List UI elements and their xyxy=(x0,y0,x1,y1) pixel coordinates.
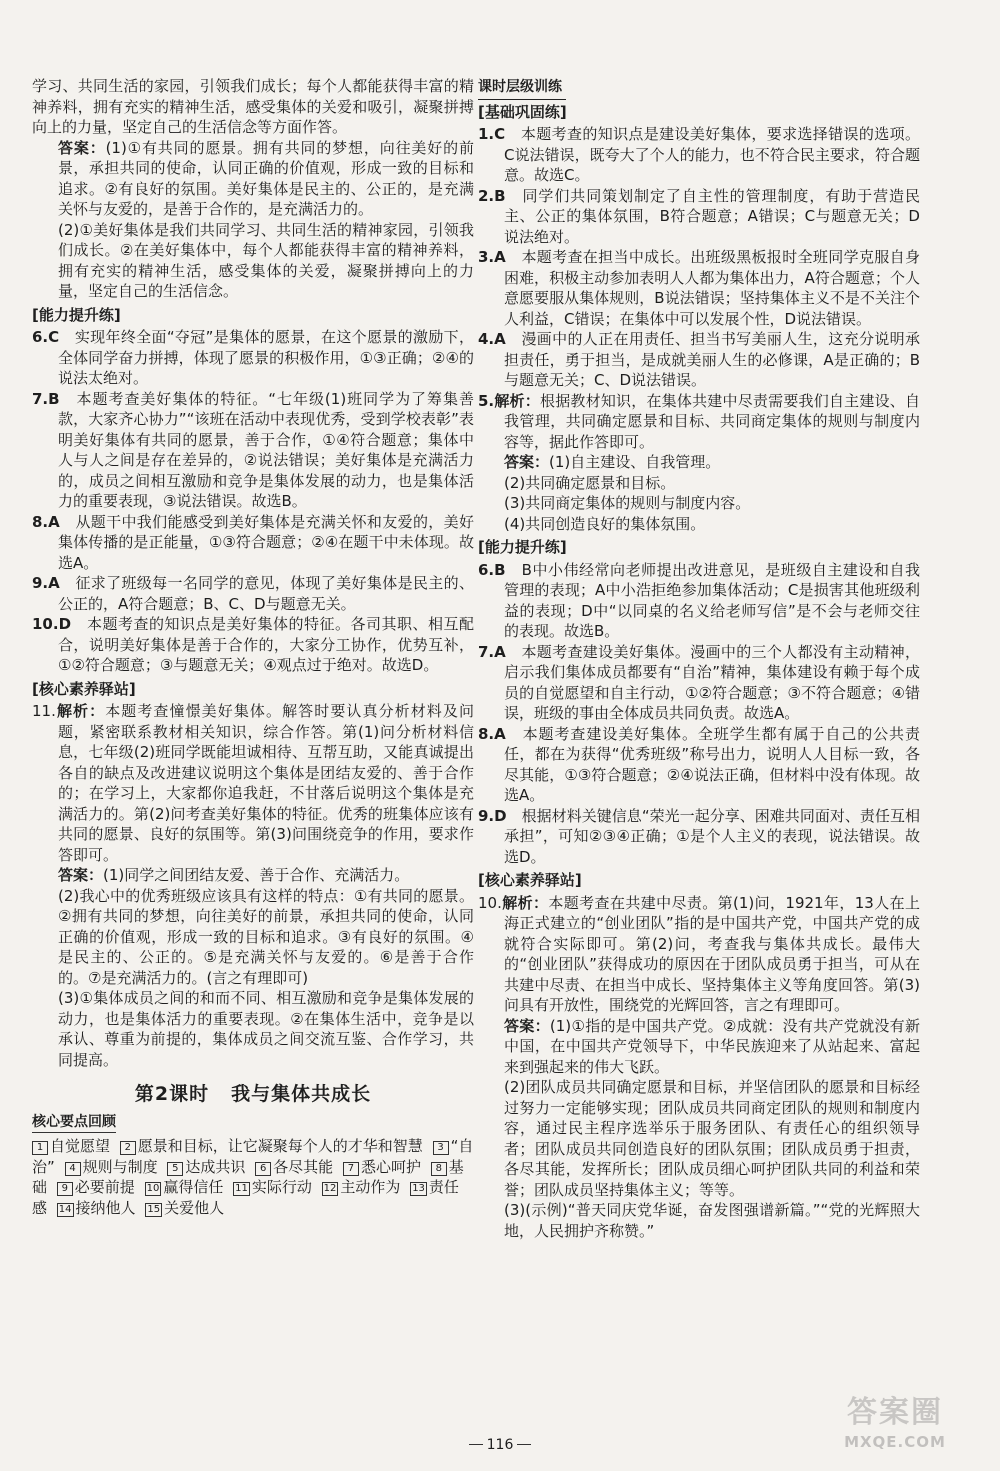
review-list xyxy=(32,1136,474,1218)
review-item-text: 关爱他人 xyxy=(164,1198,225,1217)
review-item-text: 愿景和目标，让它凝聚每个人的才华和智慧 xyxy=(137,1137,423,1155)
review-item-text: 悉心呵护 xyxy=(360,1157,421,1176)
review-item-text: 接纳他人 xyxy=(75,1198,136,1217)
question-number: 9.D xyxy=(478,806,507,825)
review-item-text: 规则与制度 xyxy=(82,1157,158,1176)
review-item-number: 3 xyxy=(433,1141,449,1155)
question-text: 根据材料关键信息“荣光一起分享、困难共同面对、责任互相承担”，可知②③④正确；①是个人主义的表现，说法错误。故选D。 xyxy=(504,806,920,866)
question-number: 10. xyxy=(478,893,502,912)
question-6 xyxy=(32,327,474,389)
lesson-name: 我与集体共成长 xyxy=(231,1083,372,1105)
intro-continuation: 学习、共同生活的家园，引领我们成长；每个人都能获得丰富的精神养料，拥有充实的精神生活，感受集体的关爱和吸引，凝聚拼搏向上的力量，坚定自己的生活信念等方面作答。 xyxy=(32,77,474,136)
answer-11-part-2: (2)我心中的优秀班级应该具有这样的特点：①有共同的愿景。②拥有共同的梦想，向往美好的前景，承担共同的使命，认同正确的价值观，形成一致的目标和追求。③有良好的氛围。④是民主的、公正的。⑤是充满关怀与友爱的。⑥是善于合作的。⑦是充满活力的。(言之有理即可) xyxy=(58,886,474,987)
question-text: 本题考查建设美好集体。全班学生都有属于自己的公共责任，都在为获得“优秀班级”称号出力，说明人人目标一致，各尽其能，①③符合题意；②④说法正确，但材料中没有体现。故选A。 xyxy=(504,724,920,804)
question-text: 漫画中的人正在用责任、担当书写美丽人生，这充分说明承担责任，勇于担当，是成就美丽人生的必修课，A是正确的；B与题意无关；C、D说法错误。 xyxy=(504,330,920,389)
question-text: 本题考查建设美好集体。漫画中的三个人都没有主动精神，启示我们集体成员都要有“自治”精神，集体建设有赖于每个成员的自觉愿望和自主行动，①②符合题意；③不符合题意；④错误，班级的事由全体成员共同负责。故选A。 xyxy=(504,642,920,722)
review-items xyxy=(32,1136,474,1218)
answer-part-1: (1)①有共同的愿景。拥有共同的梦想，向往美好的前景，承担共同的使命，认同正确的价值观，形成一致的目标和追求。②有良好的氛围。美好集体是民主的、公正的，是充满关怀与友爱的，是善于合作的，是充满活力的。 xyxy=(58,138,474,218)
review-item-text: 达成共识 xyxy=(185,1157,246,1176)
review-item xyxy=(167,1158,245,1176)
answer-r5-part-4: (4)共同创造良好的集体氛围。 xyxy=(504,514,706,533)
answer-r10-part-2: (2)团队成员共同确定愿景和目标，并坚信团队的愿景和目标经过努力一定能够实现；团队成员共同商定团队的规则和制度内容，通过民主程序选举乐于服务团队、有责任心的组织领导者；团队成员共同创造良好的团队氛围；团队成员勇于担责，各尽其能，发挥所长；团队成员细心呵护团队共同的利益和荣誉；团队成员坚持集体主义；等等。 xyxy=(504,1078,920,1199)
question-r6 xyxy=(478,560,920,642)
answer-r10-part-1: (1)①指的是中国共产党。②成就：没有共产党就没有新中国，在中国共产党领导下，中华民族迎来了从站起来、富起来到强起来的伟大飞跃。 xyxy=(504,1016,920,1076)
answer-part-2: (2)①美好集体是我们共同学习、共同生活的精神家园，引领我们成长。②在美好集体中，每个人都能获得丰富的精神养料，拥有充实的精神生活，感受集体的关爱，凝聚拼搏向上的力量，坚定自己的生活信念。 xyxy=(58,220,474,300)
review-item-text: 基础 xyxy=(32,1157,464,1196)
review-item-number: 5 xyxy=(167,1162,183,1176)
review-item-number: 7 xyxy=(343,1162,359,1176)
question-number: 5. xyxy=(478,391,495,410)
section-heading-ability-right: [能力提升练] xyxy=(478,538,567,556)
question-number: 10.D xyxy=(32,615,72,633)
answer-r5-part-3: (3)共同商定集体的规则与制度内容。 xyxy=(504,494,751,512)
question-text: 征求了班级每一名同学的意见，体现了美好集体是民主的、公正的，A符合题意；B、C、D与题意无关。 xyxy=(58,574,474,613)
answer-11-part-3: (3)①集体成员之间的和而不同、相互激励和竞争是集体发展的动力，也是集体活力的重要表现。②在集体生活中，竞争是以承认、尊重为前提的，集体成员之间交流互鉴、合作学习，共同提高。 xyxy=(58,989,474,1069)
question-number: 8.A xyxy=(32,512,60,531)
review-item-text: 必要前提 xyxy=(74,1178,135,1196)
question-r10 xyxy=(478,893,920,1016)
review-item-number: 6 xyxy=(255,1162,271,1176)
review-item xyxy=(120,1137,423,1155)
question-text: 根据教材知识，在集体共建中尽责需要我们自主建设、自我管理，共同确定愿景和目标、共同商定集体的规则与制度内容等，据此作答即可。 xyxy=(504,391,920,451)
review-item xyxy=(233,1178,312,1196)
review-heading: 核心要点回顾 xyxy=(32,1112,116,1134)
review-item xyxy=(32,1137,110,1155)
question-r7 xyxy=(478,642,920,724)
review-item-number: 4 xyxy=(65,1162,81,1176)
review-item xyxy=(57,1178,135,1196)
question-text: 本题考查的知识点是美好集体的特征。各司其职、相互配合，说明美好集体是善于合作的，大家分工协作，优势互补，①②符合题意；③与题意无关；④观点过于绝对。故选D。 xyxy=(58,615,474,674)
question-text: 本题考查的知识点是建设美好集体，要求选择错误的选项。C说法错误，既夸大了个人的能力，也不符合民主要求，符合题意。故选C。 xyxy=(504,125,920,184)
question-text: 实现年终全面“夺冠”是集体的愿景，在这个愿景的激励下，全体同学奋力拼搏，体现了愿景的积极作用，①③正确；②④的说法太绝对。 xyxy=(58,328,474,387)
review-item-text: 实际行动 xyxy=(251,1178,312,1196)
watermark-url: MXQE.COM xyxy=(844,1433,946,1451)
question-number: 11. xyxy=(32,702,56,720)
watermark-logo xyxy=(820,1393,970,1453)
answer-label: 答案： xyxy=(504,453,550,471)
review-item-text: 各尽其能 xyxy=(273,1157,334,1176)
review-item-number: 11 xyxy=(235,1183,248,1194)
question-r2 xyxy=(478,186,920,248)
page-number-text: 116 xyxy=(486,1437,514,1453)
question-number: 3.A xyxy=(478,248,506,266)
review-item-text: 责任感 xyxy=(32,1178,459,1217)
review-item xyxy=(255,1158,333,1176)
question-10 xyxy=(32,614,474,676)
question-r1 xyxy=(478,124,920,186)
analysis-label: 解析： xyxy=(494,391,540,410)
question-r8 xyxy=(478,724,920,806)
review-item-number: 2 xyxy=(120,1141,136,1155)
answer-label: 答案： xyxy=(58,866,104,884)
review-item-text: 赢得信任 xyxy=(163,1178,224,1196)
question-r9 xyxy=(478,806,920,868)
question-text: 同学们共同策划制定了自主性的管理制度，有助于营造民主、公正的集体氛围，B符合题意；A错误；C与题意无关；D说法绝对。 xyxy=(504,186,920,246)
answer-11-part-1: (1)同学之间团结友爱、善于合作、充满活力。 xyxy=(103,866,410,884)
review-item-number: 12 xyxy=(323,1183,337,1194)
watermark-logo-text: 答案圈 xyxy=(847,1395,943,1430)
question-9 xyxy=(32,573,474,614)
question-number: 2.B xyxy=(478,186,506,205)
question-r4 xyxy=(478,329,920,391)
question-number: 6.C xyxy=(32,328,60,346)
review-item-number: 9 xyxy=(57,1182,73,1196)
review-item-number: 8 xyxy=(431,1162,447,1176)
section-title-training: 课时层级训练 xyxy=(478,77,566,100)
section-heading-core: [核心素养驿站] xyxy=(32,679,136,698)
question-r3 xyxy=(478,247,920,329)
answer-r10-part-3: (3)(示例)“普天同庆党华诞，奋发图强谱新篇。”“党的光辉照大地，人民拥护齐称赞。” xyxy=(504,1201,920,1240)
question-text: 从题干中我们能感受到美好集体是充满关怀和友爱的，美好集体传播的是正能量，①③符合题意；②④在题干中未体现。故选A。 xyxy=(58,512,474,572)
question-r5 xyxy=(478,391,920,453)
section-heading-ability: [能力提升练] xyxy=(32,305,121,324)
question-number: 4.A xyxy=(478,330,506,348)
question-text: 本题考查在担当中成长。出班级黑板报时全班同学克服自身困难，积极主动参加表明人人都为集体出力，A符合题意；个人意愿要服从集体规则，B说法错误；坚持集体主义不是不关注个人利益，C错误；在集体中可以发展个性，D说法错误。 xyxy=(504,248,920,328)
review-item xyxy=(322,1178,401,1196)
question-number: 7.A xyxy=(478,642,506,661)
question-text: 本题考查憧憬美好集体。解答时要认真分析材料及问题，紧密联系教材相关知识，综合作答。第(1)问分析材料信息，七年级(2)班同学既能坦诚相待、互帮互助，又能真诚提出各自的缺点及改进建议说明这个集体是团结友爱的、善于合作的；在学习上，大家都你追我赶，不甘落后说明这个集体是充满活力的。第(2)问考查美好集体的特征。优秀的班集体应该有共同的愿景、良好的氛围等。第(3)问围绕竞争的作用，要求作答即可。 xyxy=(58,702,474,864)
review-item-text: 主动作为 xyxy=(340,1178,401,1196)
answer-label: 答案： xyxy=(504,1016,550,1035)
question-number: 7.B xyxy=(32,389,60,408)
right-column xyxy=(478,76,920,1241)
review-item xyxy=(343,1158,421,1176)
review-item-text: “自治” xyxy=(32,1137,474,1176)
review-item xyxy=(57,1199,136,1217)
section-heading-core-right: [核心素养驿站] xyxy=(478,871,582,889)
review-item-text: 自觉愿望 xyxy=(50,1137,111,1155)
question-text: 本题考查美好集体的特征。“七年级(1)班同学为了筹集善款，大家齐心协力”“该班在活动中表现优秀，受到学校表彰”表明美好集体有共同的愿景，善于合作，①④符合题意；集体中人与人之间是存在差异的，②说法错误；美好集体是充满活力的，成员之间相互激励和竞争是集体发展的动力，也是集体活力的重要表现，③说法错误。故选B。 xyxy=(58,389,474,510)
question-7 xyxy=(32,389,474,512)
review-item xyxy=(65,1158,158,1176)
review-item-number: 13 xyxy=(412,1183,425,1194)
review-item xyxy=(145,1199,224,1217)
review-item-number: 15 xyxy=(147,1203,161,1215)
answer-r5-part-1: (1)自主建设、自我管理。 xyxy=(549,453,721,471)
review-item xyxy=(145,1178,224,1196)
question-8 xyxy=(32,512,474,574)
review-item-number: 1 xyxy=(32,1141,48,1155)
answer-r10-block xyxy=(478,1016,920,1078)
lesson-title xyxy=(32,1084,474,1105)
answer-block xyxy=(32,138,474,220)
answer-label: 答案： xyxy=(58,138,106,157)
question-number: 6.B xyxy=(478,560,506,579)
question-text: 本题考查在共建中尽责。第(1)问，1921年，13人在上海正式建立的“创业团队”指的是中国共产党，中国共产党的成就符合实际即可。第(2)问，考查我与集体共成长。最伟大的“创业团队”获得成功的原因在于团队成员勇于担当，可从在共建中尽责、在担当中成长、坚持集体主义等角度回答。第(3)问具有开放性，围绕党的光辉回答，言之有理即可。 xyxy=(504,893,920,1014)
question-text: B中小伟经常向老师提出改进意见，是班级自主建设和自我管理的表现；A中小浩拒绝参加集体活动；C是损害其他班级利益的表现；D中“以同桌的名义给老师写信”是不会与老师交往的表现。故选B。 xyxy=(504,560,920,640)
analysis-label: 解析： xyxy=(55,702,106,720)
answer-r5-block xyxy=(478,452,920,473)
left-column xyxy=(32,76,474,1218)
question-number: 8.A xyxy=(478,724,506,743)
lesson-number: 第2课时 xyxy=(134,1083,210,1105)
section-heading-basic: [基础巩固练] xyxy=(478,102,567,121)
answer-11-block xyxy=(32,865,474,886)
question-11 xyxy=(32,701,474,865)
review-item-number: 10 xyxy=(146,1183,160,1194)
question-number: 9.A xyxy=(32,574,60,592)
analysis-label: 解析： xyxy=(501,893,549,912)
review-item-number: 14 xyxy=(58,1203,72,1215)
question-number: 1.C xyxy=(478,125,506,143)
answer-r5-part-2: (2)共同确定愿景和目标。 xyxy=(504,473,676,492)
